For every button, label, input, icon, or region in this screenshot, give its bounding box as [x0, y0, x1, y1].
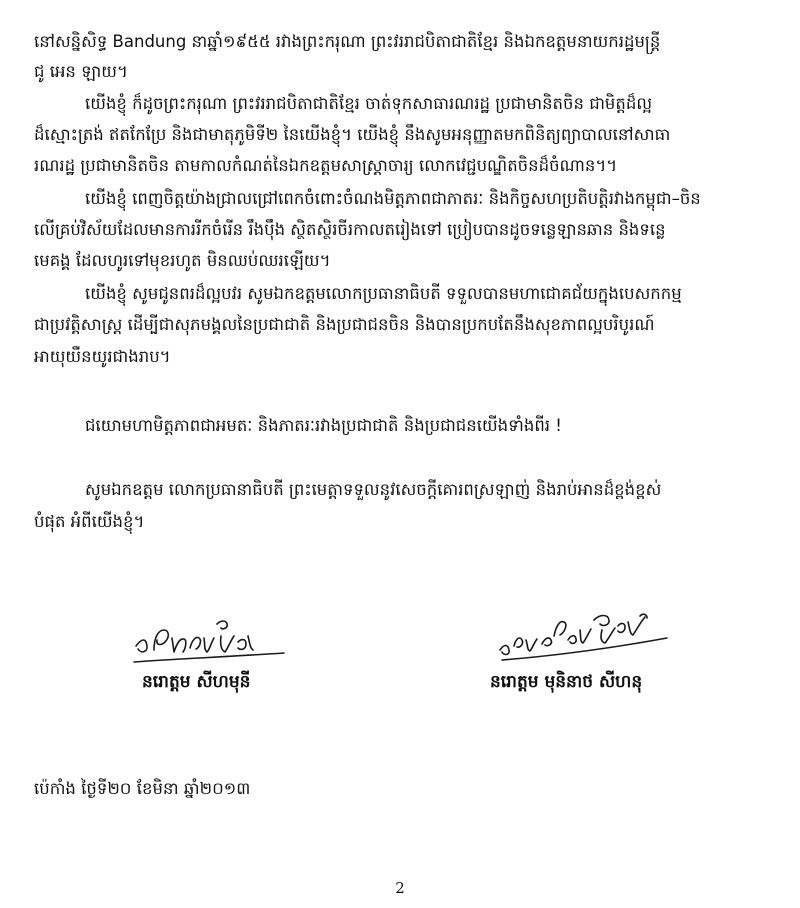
paragraph-2-line-3: រណរដ្ឋ ប្រជាមានិតចិន តាមកាលកំណត់នៃឯកឧត្តមសាស្ត្រាចារ្យ លោកវេជ្ជបណ្ឌិតចិនដ៏ចំណាន។។ — [34, 156, 618, 175]
closing-line-1: សូមឯកឧត្តម លោកប្រធានាធិបតី ព្រះមេត្តាទទួលនូវសេចក្តីគោរពស្រឡាញ់ និងរាប់អានដ៏ខ្ពង់ខ្ពស់ — [85, 480, 662, 499]
paragraph-2-line-2: ដ៏ស្មោះត្រង់ ឥតកែប្រែ និងជាមាតុភូមិទី២ នៃយើងខ្ញុំ។ យើងខ្ញុំ នឹងសូមអនុញ្ញាតមកពិនិត្យព្យាបាលនៅសាធា — [34, 125, 671, 144]
paragraph-3-line-3: មេគង្គ ដែលហូរទៅមុខរហូត មិនឈប់ឈរឡើយ។ — [34, 251, 331, 270]
paragraph-1-line-1: នៅសន្និសិទ្ធ Bandung នាឆ្នាំ១៩៥៥ រវាងព្រះករុណា ព្រះវររាជបិតាជាតិខ្មែរ និងឯកឧត្តមនាយករដ្ឋមន្ត្រី — [34, 32, 661, 51]
paragraph-3-line-2: លើគ្រប់វិស័យដែលមានការរីកចំរើន រឹងប៉ឹង ស្ថិតស្ថិរចីរកាលតរៀងទៅ ប្រៀបបានដូចទន្លេឡានឆាន និងទន្លេ — [34, 220, 666, 239]
signatory-name-left: នរោត្តម សីហមុនី — [142, 672, 251, 692]
page-number: 2 — [395, 879, 405, 897]
paragraph-4-line-2: ជាប្រវត្តិសាស្ត្រ ដើម្បីជាសុភមង្គលនៃប្រជាជាតិ និងប្រជាជនចិន និងបានប្រកបតែនឹងសុខភាពល្អបរិបូរណ៍ — [34, 315, 655, 334]
signature-left — [120, 612, 340, 670]
signature-block-left — [120, 612, 340, 694]
paragraph-4-line-1: យើងខ្ញុំ សូមជូនពរដ៏ល្អបវរ សូមឯកឧត្តមលោកប្រធានាធិបតី ទទួលបានមហាជោគជ័យក្នុងបេសកកម្ម — [85, 284, 682, 303]
paragraph-1-line-2: ជូ អេន ឡាយ។ — [34, 62, 128, 81]
place-date: ប៉េកាំង ថ្ងៃទី២០ ខែមិនា ឆ្នាំ២០១៣ — [34, 779, 251, 798]
signature-right — [490, 600, 690, 670]
paragraph-3-line-1: យើងខ្ញុំ ពេញចិត្តយ៉ាងជ្រាលជ្រៅពេកចំពោះចំណងមិត្តភាពជាភាតរៈ និងកិច្ចសហប្រតិបត្តិរវាងកម្ពុជា–ចិន — [85, 189, 701, 208]
paragraph-2-line-1: យើងខ្ញុំ ក៏ដូចព្រះករុណា ព្រះវររាជបិតាជាតិខ្មែរ ចាត់ទុកសាធារណរដ្ឋ ប្រជាមានិតចិន ជាមិត្តដ៏ល្អ — [85, 94, 653, 113]
paragraph-4-line-3: អាយុយឺនយូរជាងរាប។ — [34, 347, 171, 366]
signature-block-right — [490, 600, 690, 694]
signatory-name-right: នរោត្តម មុនិនាថ សីហនុ — [490, 672, 643, 692]
slogan: ជយោមហាមិត្តភាពជាអមតៈ និងភាតរៈរវាងប្រជាជាតិ និងប្រជាជនយើងទាំងពីរ ! — [85, 416, 562, 435]
closing-line-2: បំផុត អំពីយើងខ្ញុំ។ — [34, 512, 145, 531]
